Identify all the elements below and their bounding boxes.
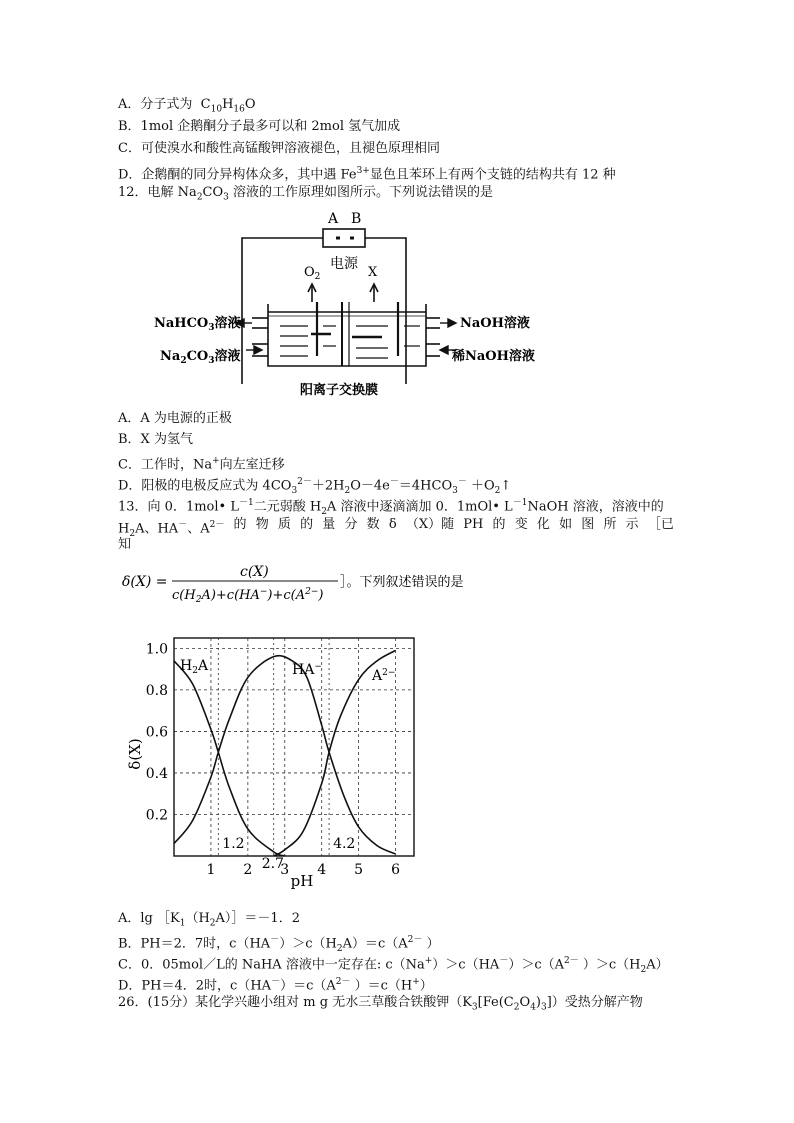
wire-left <box>242 238 323 384</box>
gas-left-label: $O_2$ <box>304 265 321 282</box>
electrolysis-svg <box>148 206 542 402</box>
q11-option-c: C．可使溴水和酸性高锰酸钾溶液褪色，且褪色原理相同 <box>118 141 440 156</box>
gas-right-label: X <box>368 265 378 280</box>
legend-a2: $A^{2-}$ <box>372 668 396 684</box>
x-tick-label: 1 <box>206 862 216 878</box>
q11-option-b: B．1mol 企鹅酮分子最多可以和 2mol 氢气加成 <box>118 119 401 134</box>
q12-option-a: A．A 为电源的正极 <box>118 411 232 426</box>
q12-option-d: D．阳极的电极反应式为 $4CO_3^{2-}+2H_2O-4e^-=4HCO_3^-$ $+O_2↑$ <box>118 477 512 496</box>
formula-denominator: $c(H_2A)+c(HA^-)+c(A^{2-})$ <box>172 587 324 605</box>
q13-stem-line2: $H_2A$、HA－、$A^{2-}$ 的 物 质 的 量 分 数 δ （X）随 PH 的 变 化 如 图 所 示 ［已 <box>118 517 674 539</box>
legend-ha: HA− <box>292 662 322 678</box>
q26-stem: 26．(15分）某化学兴趣小组对 m g 无水三草酸合铁酸钾$(K_3[Fe(C_2O_4)_3])$受热分解产物 <box>118 995 643 1013</box>
power-b-label: B <box>351 211 362 227</box>
q12-option-c: C．工作时，Na+向左室迁移 <box>118 456 285 473</box>
wire-right <box>365 238 406 384</box>
right-inflow-label: 稀NaOH溶液 <box>452 349 535 364</box>
formula-svg <box>118 556 498 606</box>
q13-option-b: B．PH＝2．7时，$c(HA^-)>c(H_2A)=c(A^{2-}$ ） <box>118 935 440 954</box>
y-axis-label: δ(X) <box>126 738 144 770</box>
q13-option-d: D．PH＝4．2时，$c(HA^-)=c(A^{2-}$ ）＝c（H+） <box>118 977 433 994</box>
power-a-label: A <box>328 211 339 227</box>
tank <box>268 304 426 366</box>
y-tick-label: 0.8 <box>145 682 168 699</box>
distribution-chart <box>126 630 434 896</box>
q13-stem-line1: 13．向 0．1mol• $L^{-1}$二元弱酸 $H_2A$ 溶液中逐滴滴加 0．1mOl• $L^{-1}NaOH$ 溶液，溶液中的 <box>118 498 664 517</box>
left-inflow-label: $Na_2CO_3$溶液 <box>160 349 241 366</box>
y-tick-label: 1.0 <box>145 641 168 658</box>
annotation-label: 4.2 <box>333 836 356 852</box>
power-box <box>323 229 365 247</box>
legend-h2a: $H_2A$ <box>180 658 209 676</box>
x-tick-label: 2 <box>243 862 253 878</box>
x-tick-label: 6 <box>391 862 400 878</box>
y-tick-label: 0.4 <box>145 765 168 782</box>
q12-stem: 12．电解 $Na_2CO_3$ 溶液的工作原理如图所示。下列说法错误的是 <box>118 185 494 203</box>
q13-option-c: C．0．05mol／L的 NaHA 溶液中一定存在: $c(Na^+)>c(HA^-)>c(A^{2-}$ ）$>c(H_2A)$ <box>118 956 669 975</box>
x-axis-label: pH <box>290 872 314 890</box>
q12-option-b: B．X 为氢气 <box>118 432 193 447</box>
y-tick-label: 0.2 <box>145 807 168 824</box>
formula-numerator: c(X) <box>240 564 269 580</box>
x-tick-label: 3 <box>280 862 290 878</box>
chart-svg <box>126 630 434 896</box>
formula-lhs: δ(X) = <box>122 574 168 590</box>
q13-stem-line3: 知 <box>118 537 132 552</box>
annotation-label: 2.7 <box>261 856 284 872</box>
q13-option-a: A．$\lg [K_1(H_2A)]=-1$．2 <box>118 911 300 929</box>
q11-option-d: D．企鹅酮的同分异构体众多，其中遇 $Fe^{3+}$显色且苯环上有两个支链的结构共有 12 种 <box>118 166 616 183</box>
delta-formula <box>118 556 498 606</box>
membrane-label: 阳离子交换膜 <box>300 383 379 398</box>
x-tick-label: 4 <box>317 862 327 878</box>
formula-tail: ］。下列叙述错误的是 <box>340 575 464 590</box>
power-label: 电源 <box>330 256 358 272</box>
electrolysis-diagram <box>148 206 542 402</box>
x-tick-label: 5 <box>354 862 364 878</box>
left-outflow-label: NaHCO$_3$溶液 <box>154 316 241 333</box>
y-tick-label: 0.6 <box>145 724 168 741</box>
q11-option-a: A．分子式为 $C_{10}H_{16}O$ <box>118 97 256 115</box>
annotation-label: 1.2 <box>222 836 245 852</box>
right-outflow-label: NaOH溶液 <box>460 316 530 331</box>
